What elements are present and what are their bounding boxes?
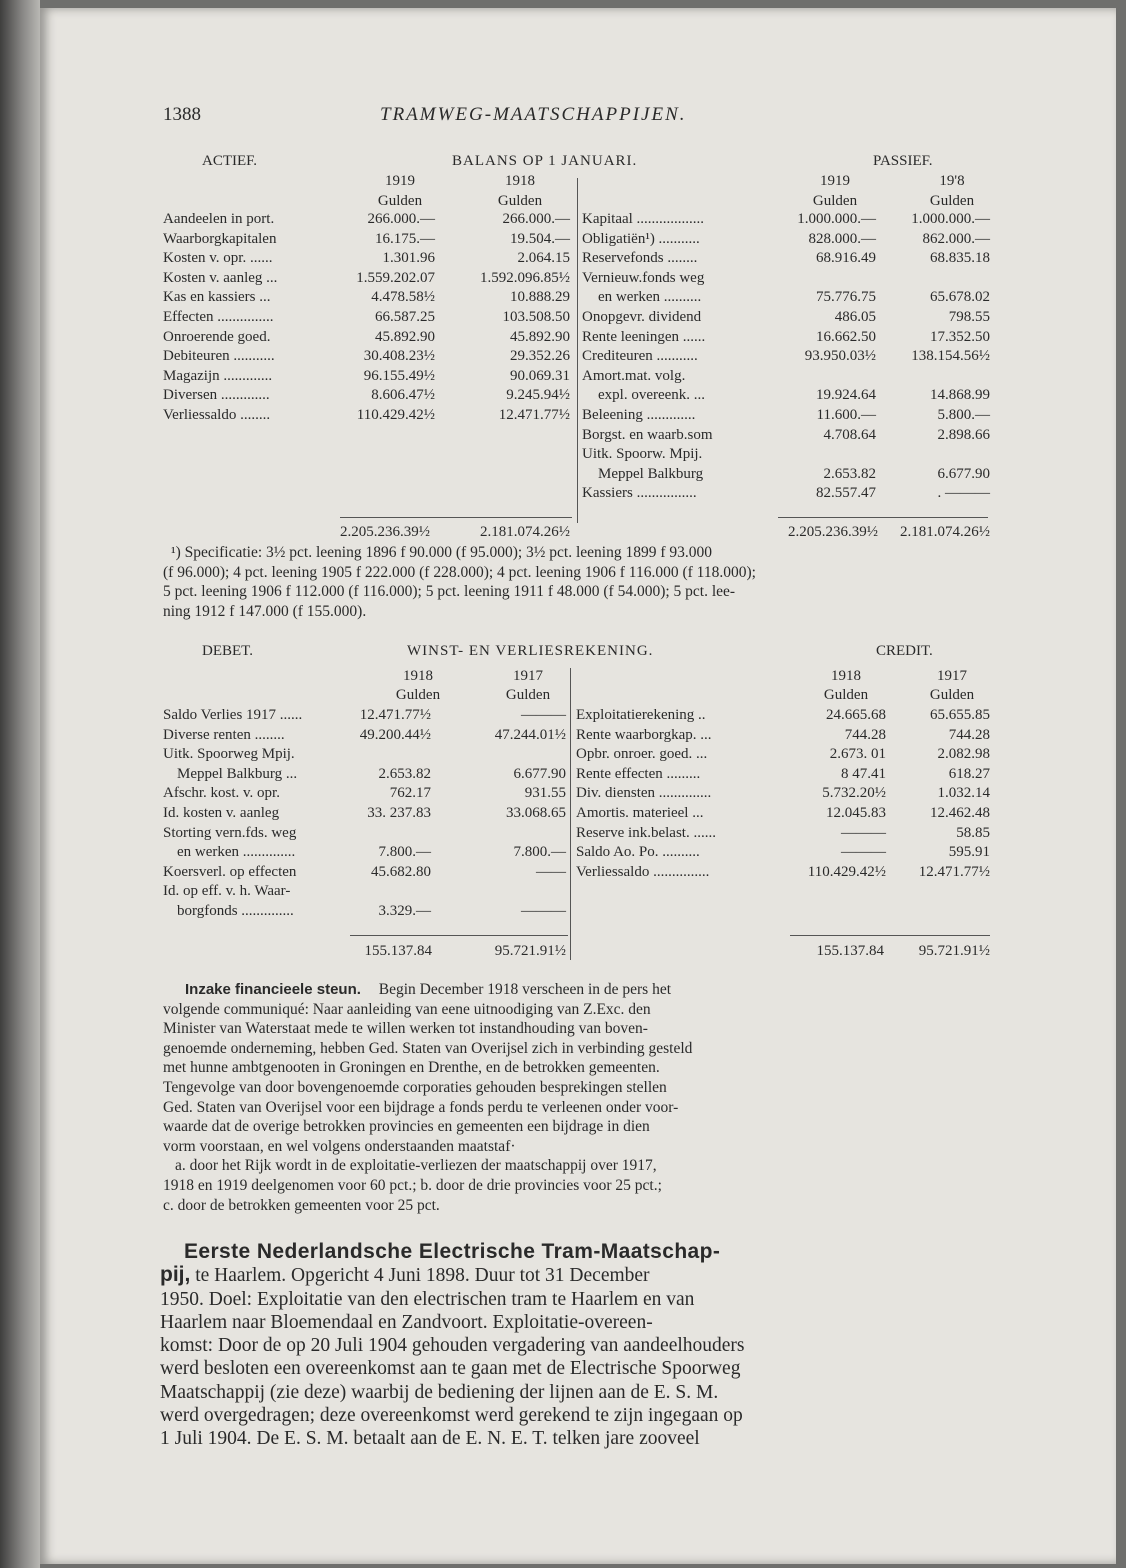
table-row — [163, 308, 573, 328]
financieel-paragraph — [163, 980, 993, 1215]
row-value: 862.000.— — [922, 230, 990, 247]
table-row — [582, 328, 992, 348]
row-label: Waarborgkapitalen — [163, 230, 277, 247]
table-row — [582, 386, 992, 406]
table-row — [582, 249, 992, 269]
row-value: 33.068.65 — [506, 804, 566, 821]
row-label: Crediteuren ........... — [582, 348, 698, 365]
row-label: Storting vern.fds. weg — [163, 824, 297, 841]
row-value: 744.28 — [948, 726, 990, 743]
row-label: Kas en kassiers ... — [163, 289, 271, 306]
table-row — [163, 706, 568, 726]
row-value: 110.429.42½ — [356, 406, 435, 423]
table-row — [163, 269, 573, 289]
table-row — [582, 406, 992, 426]
company-paragraph — [160, 1240, 994, 1451]
table-row — [163, 804, 568, 824]
row-value: 45.682.80 — [371, 863, 431, 880]
row-value: 1.301.96 — [382, 250, 435, 267]
row-label: Uitk. Spoorweg Mpij. — [163, 746, 295, 763]
table-row — [163, 249, 573, 269]
row-value: 110.429.42½ — [807, 863, 886, 880]
winst-left-title: DEBET. — [202, 643, 253, 659]
debet-total-1: 155.137.84 — [364, 943, 432, 959]
row-label: Vernieuw.fonds weg — [582, 269, 705, 286]
financieel-line: Tengevolge van door bovengenoemde corporaties gehouden besprekingen stellen — [163, 1078, 667, 1096]
balans-unit-left-1: Gulden — [377, 193, 423, 209]
running-title: TRAMWEG-MAATSCHAPPIJEN. — [380, 104, 687, 125]
credit-total-2: 95.721.91½ — [918, 943, 990, 959]
row-value: 4.478.58½ — [371, 289, 435, 306]
row-label: Koersverl. op effecten — [163, 863, 297, 880]
company-name: Eerste Nederlandsche Electrische Tram-Maatschap- — [184, 1240, 721, 1263]
row-value: 14.868.99 — [930, 387, 990, 404]
financieel-line: waarde dat de overige betrokken provincies en gemeenten een bijdrage in dien — [163, 1118, 650, 1136]
credit-total-rule — [790, 935, 990, 936]
balans-left-title: ACTIEF. — [202, 153, 258, 169]
table-row — [576, 824, 992, 844]
row-value: 47.244.01½ — [494, 726, 566, 743]
row-value: 5.800.— — [937, 406, 990, 423]
row-value: ——— — [521, 707, 566, 723]
row-value: 138.154.56½ — [911, 348, 990, 365]
debet-total-rule — [350, 935, 568, 936]
winst-year-2-right: 1917 — [937, 668, 967, 684]
row-label: borgfonds .............. — [177, 902, 294, 919]
table-row — [576, 804, 992, 824]
row-value: 58.85 — [956, 824, 990, 841]
passief-table — [582, 210, 992, 504]
row-value: 2.082.98 — [937, 746, 990, 763]
balans-unit-left-2: Gulden — [497, 193, 543, 209]
financieel-first-line — [163, 980, 993, 1000]
table-row — [576, 745, 992, 765]
row-value: 798.55 — [948, 308, 990, 325]
row-value: —— — [536, 863, 566, 880]
page-number: 1388 — [163, 104, 201, 125]
row-label: Effecten ............... — [163, 308, 274, 325]
company-line: Maatschappij (zie deze) waarbij de bediening der lijnen aan de E. S. M. — [160, 1381, 719, 1403]
footnote-line: ning 1912 f 147.000 (f 155.000). — [163, 602, 367, 620]
row-label: expl. overeenk. ... — [598, 387, 706, 404]
row-value: 762.17 — [389, 785, 431, 802]
row-value: 1.000.000.— — [797, 211, 876, 227]
table-row — [163, 288, 573, 308]
row-value: 12.471.77½ — [498, 406, 570, 423]
debet-total-2: 95.721.91½ — [494, 943, 566, 959]
financieel-line: genoemde onderneming, hebben Ged. Staten van Overijsel zich in verbinding gesteld — [163, 1039, 693, 1057]
balans-year-1919-right: 1919 — [820, 173, 850, 189]
row-label: Debiteuren ........... — [163, 348, 275, 365]
actief-total-1919: 2.205.236.39½ — [340, 524, 430, 540]
row-value: 3.329.— — [378, 902, 431, 919]
row-label: en werken .......... — [598, 289, 702, 306]
table-row — [582, 288, 992, 308]
table-row — [576, 843, 992, 863]
row-label: Diversen ............. — [163, 387, 270, 404]
company-line: Haarlem naar Bloemendaal en Zandvoort. Exploitatie-overeen- — [160, 1311, 653, 1333]
winst-center-title: WINST- EN VERLIESREKENING. — [407, 643, 654, 659]
table-row — [163, 863, 568, 883]
financieel-line: vorm voorstaan, en wel volgens onderstaanden maatstaf· — [163, 1137, 516, 1155]
row-value: 2.064.15 — [517, 250, 570, 267]
row-value: 8 47.41 — [841, 765, 886, 782]
table-row — [163, 347, 573, 367]
row-value: 19.924.64 — [816, 387, 876, 404]
company-name-end: pij, — [160, 1263, 191, 1287]
footnote-line: (f 96.000); 4 pct. leening 1905 f 222.000 (f 228.000); 4 pct. leening 1906 f 116.000 (f 118.000); — [163, 563, 756, 581]
row-value: 2.898.66 — [937, 426, 990, 443]
winst-unit-2: Gulden — [505, 687, 551, 703]
table-row — [582, 269, 992, 289]
row-label: Div. diensten .............. — [576, 785, 712, 802]
table-row — [582, 367, 992, 387]
row-value: 12.045.83 — [826, 804, 886, 821]
row-label: Id. op eff. v. h. Waar- — [163, 883, 291, 900]
financieel-heading: Inzake financieele steun. — [185, 981, 361, 998]
row-value: 7.800.— — [513, 844, 566, 861]
balans-year-1918-left: 1918 — [505, 173, 535, 189]
company-line: werd overgedragen; deze overeenkomst werd gerekend te zijn ingegaan op — [160, 1405, 743, 1427]
row-value: 4.708.64 — [823, 426, 876, 443]
table-row — [582, 347, 992, 367]
table-row — [582, 210, 992, 230]
table-row — [576, 765, 992, 785]
row-value: 17.352.50 — [930, 328, 990, 345]
row-value: 2.673. 01 — [829, 746, 886, 763]
row-value: 5.732.20½ — [822, 785, 886, 802]
row-value: 33. 237.83 — [367, 804, 431, 821]
row-label: Obligatiën¹) ........... — [582, 230, 700, 247]
table-row — [582, 308, 992, 328]
balans-unit-right-1: Gulden — [812, 193, 858, 209]
row-label: Kapitaal .................. — [582, 211, 705, 227]
balans-divider — [577, 178, 578, 523]
row-label: Afschr. kost. v. opr. — [163, 785, 280, 802]
row-value: 7.800.— — [378, 844, 431, 861]
row-value: 30.408.23½ — [363, 348, 435, 365]
row-value: ——— — [841, 824, 886, 841]
financieel-line: c. door de betrokken gemeenten voor 25 pct. — [163, 1196, 440, 1214]
table-row — [163, 328, 573, 348]
balans-right-title: PASSIEF. — [873, 153, 933, 169]
row-label: Aandeelen in port. — [163, 211, 275, 227]
row-label: Diverse renten ........ — [163, 726, 285, 743]
row-label: Rente waarborgkap. ... — [576, 726, 712, 743]
table-row — [163, 726, 568, 746]
company-line: te Haarlem. Opgericht 4 Juni 1898. Duur tot 31 December — [190, 1265, 650, 1287]
row-value: 486.05 — [834, 308, 876, 325]
row-value: 93.950.03½ — [804, 348, 876, 365]
table-row — [163, 824, 568, 844]
row-value: 744.28 — [844, 726, 886, 743]
row-value: 9.245.94½ — [506, 387, 570, 404]
row-value: 66.587.25 — [375, 308, 435, 325]
winst-unit-2-right: Gulden — [929, 687, 975, 703]
row-value: 49.200.44½ — [359, 726, 431, 743]
winst-divider — [570, 668, 571, 960]
row-label: Rente leeningen ...... — [582, 328, 706, 345]
company-line-first — [160, 1263, 994, 1287]
row-label: Uitk. Spoorw. Mpij. — [582, 446, 703, 463]
table-row — [582, 484, 992, 504]
row-value: 828.000.— — [808, 230, 876, 247]
row-value: 1.559.202.07 — [356, 269, 435, 286]
row-label: Kosten v. opr. ...... — [163, 250, 273, 267]
row-value: 931.55 — [524, 785, 566, 802]
table-row — [582, 230, 992, 250]
winst-right-title: CREDIT. — [876, 643, 933, 659]
row-label: Rente effecten ......... — [576, 765, 701, 782]
row-value: 1.032.14 — [937, 785, 990, 802]
row-value: 45.892.90 — [375, 328, 435, 345]
row-value: 266.000.— — [367, 211, 435, 227]
row-label: Onroerende goed. — [163, 328, 271, 345]
row-value: 65.655.85 — [930, 707, 990, 723]
row-value: ——— — [841, 844, 886, 861]
row-label: Magazijn ............. — [163, 367, 273, 384]
row-value: . ——— — [937, 485, 990, 502]
financieel-line: met hunne ambtgenooten in Groningen en Drenthe, en de betrokken gemeenten. — [163, 1059, 660, 1077]
row-value: 68.835.18 — [930, 250, 990, 267]
winst-unit-1-right: Gulden — [823, 687, 869, 703]
company-line: komst: Door de op 20 Juli 1904 gehouden vergadering van aandeelhouders — [160, 1335, 745, 1357]
actief-total-1918: 2.181.074.26½ — [480, 524, 570, 540]
row-label: Verliessaldo ............... — [576, 863, 710, 880]
table-row — [576, 706, 992, 726]
winst-year-1: 1918 — [403, 668, 433, 684]
row-value: 75.776.75 — [816, 289, 876, 306]
balans-center-title: BALANS OP 1 JANUARI. — [452, 153, 638, 169]
financieel-line: Begin December 1918 verscheen in de pers het — [378, 981, 672, 998]
row-value: 19.504.— — [510, 230, 570, 247]
table-row — [576, 863, 992, 883]
footnote-line: 5 pct. leening 1906 f 112.000 (f 116.000); 5 pct. leening 1911 f 48.000 (f 54.000); 5 pct. lee- — [163, 583, 736, 601]
row-value: 45.892.90 — [510, 328, 570, 345]
row-value: 1.000.000.— — [911, 211, 990, 227]
row-value: 16.662.50 — [816, 328, 876, 345]
row-value: 11.600.— — [816, 406, 876, 423]
table-row — [576, 784, 992, 804]
financieel-line: a. door het Rijk wordt in de exploitatie-verliezen der maatschappij over 1917, — [175, 1157, 657, 1175]
passief-total-1918: 2.181.074.26½ — [900, 524, 990, 540]
row-label: Reserve ink.belast. ...... — [576, 824, 716, 841]
table-row — [163, 784, 568, 804]
row-value: 12.471.77½ — [359, 707, 431, 723]
book-binding — [0, 0, 40, 1568]
row-label: Reservefonds ........ — [582, 250, 698, 267]
financieel-line: Ged. Staten van Overijsel voor een bijdrage a fonds perdu te verleenen onder voor- — [163, 1098, 679, 1116]
row-label: Onopgevr. dividend — [582, 308, 702, 325]
credit-total-1: 155.137.84 — [816, 943, 884, 959]
company-line: werd besloten een overeenkomst aan te gaan met de Electrische Spoorweg — [160, 1358, 741, 1380]
winst-year-1-right: 1918 — [831, 668, 861, 684]
row-value: 12.462.48 — [930, 804, 990, 821]
row-label: Id. kosten v. aanleg — [163, 804, 280, 821]
company-line: 1950. Doel: Exploitatie van den electrischen tram te Haarlem en van — [160, 1288, 695, 1310]
row-label: Verliessaldo ........ — [163, 406, 271, 423]
row-label: Exploitatierekening .. — [576, 707, 706, 723]
row-value: 6.677.90 — [513, 765, 566, 782]
row-value: 29.352.26 — [510, 348, 570, 365]
row-value: 82.557.47 — [816, 485, 876, 502]
table-row — [163, 406, 573, 426]
row-value: 12.471.77½ — [918, 863, 990, 880]
row-value: 266.000.— — [502, 211, 570, 227]
row-value: 10.888.29 — [510, 289, 570, 306]
table-row — [582, 445, 992, 465]
company-line: 1 Juli 1904. De E. S. M. betaalt aan de E. N. E. T. telken jare zooveel — [160, 1428, 700, 1450]
balans-year-1918-right: 19'8 — [939, 173, 965, 189]
actief-table — [163, 210, 573, 426]
row-value: 6.677.90 — [937, 465, 990, 482]
row-label: Beleening ............. — [582, 406, 696, 423]
table-row — [163, 386, 573, 406]
row-value: 96.155.49½ — [363, 367, 435, 384]
row-value: 24.665.68 — [826, 707, 886, 723]
table-row — [582, 465, 992, 485]
row-value: 65.678.02 — [930, 289, 990, 306]
passief-total-1919: 2.205.236.39½ — [788, 524, 878, 540]
winst-year-2: 1917 — [513, 668, 543, 684]
row-value: ——— — [521, 902, 566, 919]
winst-unit-1: Gulden — [395, 687, 441, 703]
row-value: 68.916.49 — [816, 250, 876, 267]
credit-table — [576, 706, 992, 882]
row-value: 1.592.096.85½ — [480, 269, 570, 286]
balans-unit-right-2: Gulden — [929, 193, 975, 209]
table-row — [163, 745, 568, 765]
table-row — [163, 230, 573, 250]
financieel-line: volgende communiqué: Naar aanleiding van eene uitnoodiging van Z.Exc. den — [163, 1000, 651, 1018]
table-row — [163, 882, 568, 902]
row-label: Meppel Balkburg ... — [177, 765, 298, 782]
financieel-line: Minister van Waterstaat mede te willen werken tot instandhouding van boven- — [163, 1020, 648, 1038]
table-row — [163, 902, 568, 922]
balans-footnote — [163, 543, 993, 621]
debet-table — [163, 706, 568, 922]
row-value: 103.508.50 — [502, 308, 570, 325]
row-label: Opbr. onroer. goed. ... — [576, 746, 708, 763]
table-row — [576, 726, 992, 746]
row-label: Amortis. materieel ... — [576, 804, 704, 821]
row-label: Amort.mat. volg. — [582, 367, 686, 384]
row-label: Saldo Verlies 1917 ...... — [163, 707, 303, 723]
table-row — [582, 426, 992, 446]
footnote-line: ¹) Specificatie: 3½ pct. leening 1896 f 90.000 (f 95.000); 3½ pct. leening 1899 f 93.000 — [171, 544, 713, 561]
row-value: 8.606.47½ — [371, 387, 435, 404]
financieel-line: 1918 en 1919 deelgenomen voor 60 pct.; b. door de drie provincies voor 25 pct.; — [163, 1176, 662, 1194]
row-label: Saldo Ao. Po. .......... — [576, 844, 700, 861]
row-value: 2.653.82 — [823, 465, 876, 482]
row-label: Borgst. en waarb.som — [582, 426, 713, 443]
table-row — [163, 210, 573, 230]
passief-total-rule — [778, 517, 988, 518]
row-label: Kassiers ................ — [582, 485, 697, 502]
balans-year-1919-left: 1919 — [385, 173, 415, 189]
row-label: Kosten v. aanleg ... — [163, 269, 278, 286]
row-value: 16.175.— — [375, 230, 435, 247]
row-label: en werken .............. — [177, 844, 296, 861]
row-value: 2.653.82 — [378, 765, 431, 782]
row-value: 595.91 — [948, 844, 990, 861]
table-row — [163, 367, 573, 387]
actief-total-rule — [340, 517, 572, 518]
table-row — [163, 765, 568, 785]
table-row — [163, 843, 568, 863]
row-value: 618.27 — [948, 765, 990, 782]
row-value: 90.069.31 — [510, 367, 570, 384]
row-label: Meppel Balkburg — [598, 465, 704, 482]
